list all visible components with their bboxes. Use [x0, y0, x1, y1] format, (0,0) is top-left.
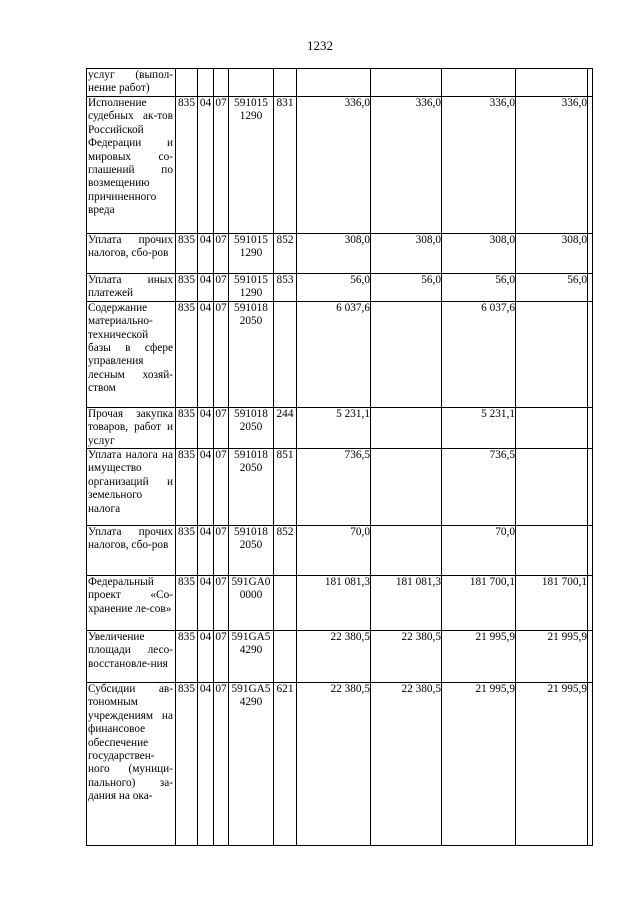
table-edge-cell	[588, 683, 593, 846]
table-row	[87, 526, 593, 576]
table-edge-cell	[588, 97, 593, 234]
amount-column-1: 6 037,6	[297, 301, 371, 407]
expense-type-code	[274, 576, 297, 631]
amount-column-2: 56,0	[371, 274, 442, 302]
target-article-code	[229, 683, 274, 846]
target-code-part: 0000	[239, 589, 263, 602]
table-row	[87, 301, 593, 407]
table-edge-cell	[588, 576, 593, 631]
ministry-code: 835	[176, 576, 198, 631]
target-code-part: 591GA5	[231, 683, 271, 696]
amount-column-4	[516, 69, 588, 97]
target-code-part: 591015	[234, 97, 268, 109]
amount-column-2: 22 380,5	[371, 631, 442, 683]
amount-column-3: 336,0	[442, 97, 516, 234]
target-code-part: 2050	[239, 462, 263, 475]
expense-type-code: 852	[274, 526, 297, 576]
expense-type-code: 244	[274, 407, 297, 448]
amount-column-3: 5 231,1	[442, 407, 516, 448]
budget-item-name: Уплата прочих налогов, сбо-ров	[87, 234, 176, 274]
target-code-part: 591018	[234, 407, 268, 420]
target-code-part: 1290	[239, 247, 263, 260]
expense-type-code: 621	[274, 683, 297, 846]
amount-column-4: 21 995,9	[516, 631, 588, 683]
amount-column-2: 22 380,5	[371, 683, 442, 846]
amount-column-4	[516, 301, 588, 407]
table-row	[87, 683, 593, 846]
page-number: 1232	[307, 38, 333, 53]
table-row	[87, 449, 593, 526]
table-edge-cell	[588, 631, 593, 683]
target-article-code	[229, 631, 274, 683]
subsection-code: 07	[214, 526, 229, 576]
target-article-code	[229, 97, 274, 234]
table-row	[87, 407, 593, 448]
ministry-code: 835	[176, 234, 198, 274]
target-article-code	[229, 449, 274, 526]
amount-column-1: 181 081,3	[297, 576, 371, 631]
target-article-code	[229, 301, 274, 407]
budget-item-name: Уплата иных платежей	[87, 274, 176, 302]
section-code: 04	[198, 631, 214, 683]
subsection-code: 07	[214, 234, 229, 274]
amount-column-3: 56,0	[442, 274, 516, 302]
table-edge-cell	[588, 274, 593, 302]
section-code: 04	[198, 407, 214, 448]
amount-column-4: 336,0	[516, 97, 588, 234]
amount-column-3: 736,5	[442, 449, 516, 526]
expense-type-code	[274, 301, 297, 407]
amount-column-4	[516, 449, 588, 526]
amount-column-2	[371, 526, 442, 576]
amount-column-2	[371, 69, 442, 97]
amount-column-3: 6 037,6	[442, 301, 516, 407]
ministry-code: 835	[176, 274, 198, 302]
budget-item-name: Субсидии ав-тономным учреждениям на финансовое обеспечение государствен-ного (муници-пального) за-дания на ока-	[87, 683, 176, 846]
amount-column-3	[442, 69, 516, 97]
amount-column-4: 21 995,9	[516, 683, 588, 846]
target-article-code	[229, 69, 274, 97]
target-code-part: 591018	[234, 449, 268, 462]
amount-column-4	[516, 407, 588, 448]
amount-column-2	[371, 301, 442, 407]
expense-type-code: 851	[274, 449, 297, 526]
target-code-part: 591015	[234, 234, 268, 246]
amount-column-2: 336,0	[371, 97, 442, 234]
section-code: 04	[198, 683, 214, 846]
ministry-code: 835	[176, 631, 198, 683]
amount-column-1: 336,0	[297, 97, 371, 234]
amount-column-1: 22 380,5	[297, 683, 371, 846]
target-code-part: 591015	[234, 274, 268, 286]
table-row	[87, 234, 593, 274]
table-edge-cell	[588, 407, 593, 448]
subsection-code: 07	[214, 407, 229, 448]
target-article-code	[229, 576, 274, 631]
amount-column-1: 22 380,5	[297, 631, 371, 683]
amount-column-3: 70,0	[442, 526, 516, 576]
target-code-part: 1290	[239, 110, 263, 123]
table-edge-cell	[588, 301, 593, 407]
expense-type-code	[274, 69, 297, 97]
target-code-part: 591018	[234, 301, 268, 314]
ministry-code: 835	[176, 301, 198, 407]
amount-column-1: 5 231,1	[297, 407, 371, 448]
budget-item-name: Федеральный проект «Со-хранение ле-сов»	[87, 576, 176, 631]
target-article-code	[229, 526, 274, 576]
amount-column-1: 56,0	[297, 274, 371, 302]
amount-column-3: 21 995,9	[442, 683, 516, 846]
section-code: 04	[198, 234, 214, 274]
table-row	[87, 274, 593, 302]
subsection-code: 07	[214, 449, 229, 526]
target-code-part: 591GA5	[231, 631, 271, 644]
amount-column-3: 181 700,1	[442, 576, 516, 631]
expense-type-code: 852	[274, 234, 297, 274]
amount-column-2: 181 081,3	[371, 576, 442, 631]
amount-column-1	[297, 69, 371, 97]
subsection-code: 07	[214, 576, 229, 631]
ministry-code	[176, 69, 198, 97]
budget-item-name: Уплата прочих налогов, сбо-ров	[87, 526, 176, 576]
amount-column-2	[371, 407, 442, 448]
ministry-code: 835	[176, 526, 198, 576]
subsection-code	[214, 69, 229, 97]
target-code-part: 2050	[239, 539, 263, 552]
target-code-part: 4290	[239, 644, 263, 657]
amount-column-4: 56,0	[516, 274, 588, 302]
budget-item-name: Уплата налога на имущество организаций и земельного налога	[87, 449, 176, 526]
budget-item-name: Увеличение площади лесо-восстановле-ния	[87, 631, 176, 683]
table-row	[87, 97, 593, 234]
table-row	[87, 631, 593, 683]
section-code: 04	[198, 97, 214, 234]
ministry-code: 835	[176, 97, 198, 234]
target-code-part: 591GA0	[231, 576, 271, 589]
table-row	[87, 69, 593, 97]
section-code: 04	[198, 526, 214, 576]
amount-column-4: 181 700,1	[516, 576, 588, 631]
budget-item-name: Содержание материально-технической базы в сфере управления лесным хозяй-ством	[87, 301, 176, 407]
target-article-code	[229, 234, 274, 274]
table-edge-cell	[588, 69, 593, 97]
amount-column-2: 308,0	[371, 234, 442, 274]
amount-column-4: 308,0	[516, 234, 588, 274]
amount-column-3: 308,0	[442, 234, 516, 274]
budget-item-name: Исполнение судебных ак-тов Российской Федерации и мировых со-глашений по возмещению причиненного вреда	[87, 97, 176, 234]
target-article-code	[229, 274, 274, 302]
amount-column-1: 70,0	[297, 526, 371, 576]
amount-column-1: 308,0	[297, 234, 371, 274]
amount-column-3: 21 995,9	[442, 631, 516, 683]
subsection-code: 07	[214, 97, 229, 234]
target-code-part: 591018	[234, 526, 268, 539]
section-code: 04	[198, 576, 214, 631]
subsection-code: 07	[214, 301, 229, 407]
ministry-code: 835	[176, 683, 198, 846]
budget-item-name: Прочая закупка товаров, работ и услуг	[87, 407, 176, 448]
budget-item-name: услуг (выпол-нение работ)	[87, 69, 176, 97]
target-code-part: 4290	[239, 696, 263, 709]
subsection-code: 07	[214, 683, 229, 846]
amount-column-2	[371, 449, 442, 526]
section-code: 04	[198, 449, 214, 526]
target-code-part: 2050	[239, 421, 263, 434]
table-row	[87, 576, 593, 631]
expense-type-code: 831	[274, 97, 297, 234]
budget-table	[86, 68, 593, 846]
subsection-code: 07	[214, 274, 229, 302]
target-code-part: 2050	[239, 315, 263, 328]
ministry-code: 835	[176, 449, 198, 526]
ministry-code: 835	[176, 407, 198, 448]
section-code: 04	[198, 274, 214, 302]
target-code-part: 1290	[239, 287, 263, 300]
table-edge-cell	[588, 526, 593, 576]
table-edge-cell	[588, 234, 593, 274]
table-edge-cell	[588, 449, 593, 526]
amount-column-1: 736,5	[297, 449, 371, 526]
section-code: 04	[198, 301, 214, 407]
expense-type-code: 853	[274, 274, 297, 302]
section-code	[198, 69, 214, 97]
target-article-code	[229, 407, 274, 448]
amount-column-4	[516, 526, 588, 576]
subsection-code: 07	[214, 631, 229, 683]
expense-type-code	[274, 631, 297, 683]
